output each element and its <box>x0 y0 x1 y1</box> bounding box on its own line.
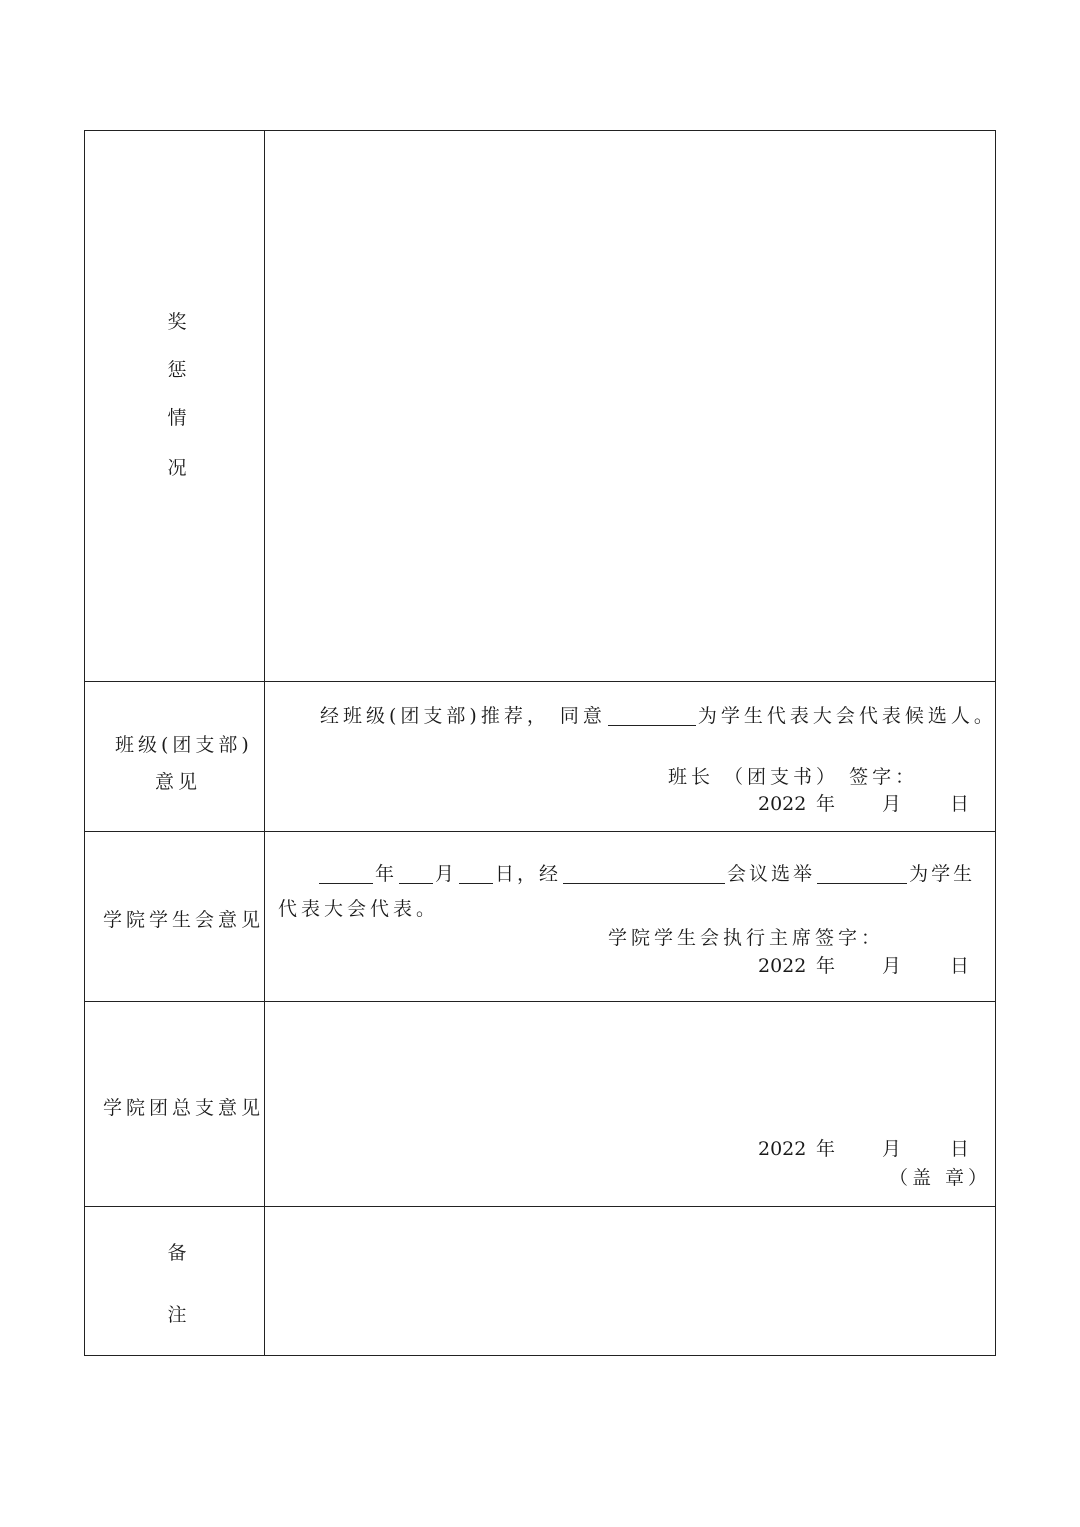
row-divider <box>85 831 995 832</box>
date-month-label: 月 <box>882 793 902 815</box>
month-label: 月 <box>435 863 458 885</box>
date-year: 2022 <box>758 1138 807 1160</box>
class-opinion-date <box>758 795 978 817</box>
day-blank[interactable] <box>459 865 493 884</box>
date-year: 2022 <box>758 793 807 815</box>
date-year-label: 年 <box>816 955 836 977</box>
candidate-name-blank[interactable] <box>608 707 696 726</box>
date-month-label: 月 <box>882 1138 902 1160</box>
college-union-label: 学院学生会意见 <box>103 909 265 931</box>
college-union-date <box>758 957 978 979</box>
awards-label-char: 奖 <box>167 311 187 333</box>
league-branch-label: 学院团总支意见 <box>103 1097 265 1119</box>
class-opinion-statement <box>320 707 997 726</box>
league-branch-date <box>758 1140 978 1162</box>
awards-label-char: 惩 <box>167 359 187 381</box>
date-day-label: 日 <box>950 1138 970 1160</box>
column-divider <box>264 131 265 1355</box>
union-chair-signature: 学院学生会执行主席签字： <box>608 927 885 949</box>
meeting-name-blank[interactable] <box>563 865 725 884</box>
day-label: 日，经 <box>495 863 562 885</box>
remarks-content-cell[interactable] <box>266 1207 994 1355</box>
statement-part: 经班级(团支部)推荐， 同意 <box>320 705 606 727</box>
date-month-label: 月 <box>882 955 902 977</box>
row-divider <box>85 1001 995 1002</box>
elected-name-blank[interactable] <box>817 865 907 884</box>
date-day-label: 日 <box>950 793 970 815</box>
year-label: 年 <box>375 863 398 885</box>
class-monitor-signature: 班长 （团支书） 签字： <box>668 766 919 788</box>
class-opinion-label: 班级(团支部) <box>115 734 253 756</box>
college-union-statement-line2: 代表大会代表。 <box>278 898 440 920</box>
date-day-label: 日 <box>950 955 970 977</box>
class-opinion-label-2: 意见 <box>155 771 202 793</box>
college-union-statement <box>317 865 975 884</box>
statement-tail: 为学生 <box>909 863 976 885</box>
awards-label-char: 况 <box>167 457 187 479</box>
month-blank[interactable] <box>399 865 433 884</box>
seal-note: （盖 章） <box>889 1167 992 1189</box>
date-year: 2022 <box>758 955 807 977</box>
registration-form-table <box>84 130 996 1356</box>
row-divider <box>85 681 995 682</box>
awards-label-char: 情 <box>167 407 187 429</box>
remarks-label-char: 备 <box>167 1242 187 1264</box>
date-year-label: 年 <box>816 1138 836 1160</box>
awards-content-cell[interactable] <box>266 131 994 680</box>
meeting-label: 会议选举 <box>727 863 816 885</box>
date-year-label: 年 <box>816 793 836 815</box>
statement-part: 为学生代表大会代表候选人。 <box>697 705 997 727</box>
year-blank[interactable] <box>319 865 373 884</box>
remarks-label-char: 注 <box>167 1304 187 1326</box>
